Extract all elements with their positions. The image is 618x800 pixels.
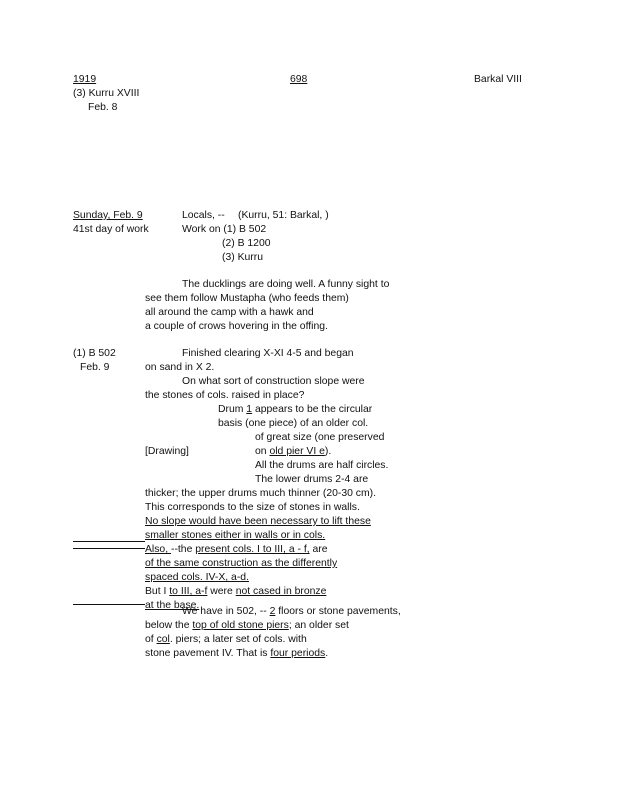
note-line: This corresponds to the size of stones in walls. — [145, 502, 360, 513]
note-line: The lower drums 2-4 are — [255, 474, 369, 485]
day-of-work: 41st day of work — [73, 224, 149, 235]
subtitle: (3) Kurru XVIII — [73, 88, 140, 99]
note-line: Drum 1 appears to be the circular — [218, 404, 373, 415]
note-line: on sand in X 2. — [145, 362, 215, 373]
section-date: Feb. 9 — [80, 362, 110, 373]
note-line: No slope would have been necessary to lift these — [145, 516, 371, 527]
note-line: But I to III, a-f were not cased in bronze — [145, 586, 327, 597]
note-line: All the drums are half circles. — [255, 460, 389, 471]
note-line: of the same construction as the differently — [145, 558, 338, 569]
margin-rule — [73, 541, 145, 542]
note-line: smaller stones either in walls or in cols. — [145, 530, 326, 541]
entry-day-date: Sunday, Feb. 9 — [73, 210, 143, 221]
note-line: stone pavement IV. That is four periods. — [145, 648, 329, 659]
note-line: the stones of cols. raised in place? — [145, 390, 305, 401]
para1-line: see them follow Mustapha (who feeds them) — [145, 293, 349, 304]
margin-rule — [73, 604, 145, 605]
note-line: at the base. — [145, 600, 200, 611]
margin-rule — [73, 548, 145, 549]
locals-label: Locals, -- — [182, 210, 225, 221]
work-on-1: Work on (1) B 502 — [182, 224, 267, 235]
header-date: Feb. 8 — [88, 102, 118, 113]
note-line: Finished clearing X-XI 4-5 and began — [182, 348, 354, 359]
note-line: basis (one piece) of an older col. — [218, 418, 369, 429]
note-line: of col. piers; a later set of cols. with — [145, 634, 307, 645]
notebook-title: Barkal VIII — [474, 74, 522, 85]
page-number: 698 — [290, 74, 308, 85]
note-line: thicker; the upper drums much thinner (20-30 cm). — [145, 488, 376, 499]
para1-line: The ducklings are doing well. A funny sight to — [182, 279, 390, 290]
work-on-2: (2) B 1200 — [222, 238, 271, 249]
para1-line: all around the camp with a hawk and — [145, 307, 314, 318]
drawing-placeholder: [Drawing] — [145, 446, 189, 457]
locals-counts: (Kurru, 51: Barkal, ) — [238, 210, 329, 221]
para1-line: a couple of crows hovering in the offing. — [145, 321, 328, 332]
note-line: spaced cols. IV-X, a-d. — [145, 572, 249, 583]
note-line: Also, --the present cols. I to III, a - f, are — [145, 544, 328, 555]
section-label: (1) B 502 — [73, 348, 116, 359]
note-line: We have in 502, -- 2 floors or stone pavements, — [182, 606, 401, 617]
year: 1919 — [73, 74, 97, 85]
note-line: on old pier VI e). — [255, 446, 332, 457]
note-line: below the top of old stone piers; an older set — [145, 620, 349, 631]
note-line: of great size (one preserved — [255, 432, 385, 443]
note-line: On what sort of construction slope were — [182, 376, 365, 387]
work-on-3: (3) Kurru — [222, 252, 263, 263]
